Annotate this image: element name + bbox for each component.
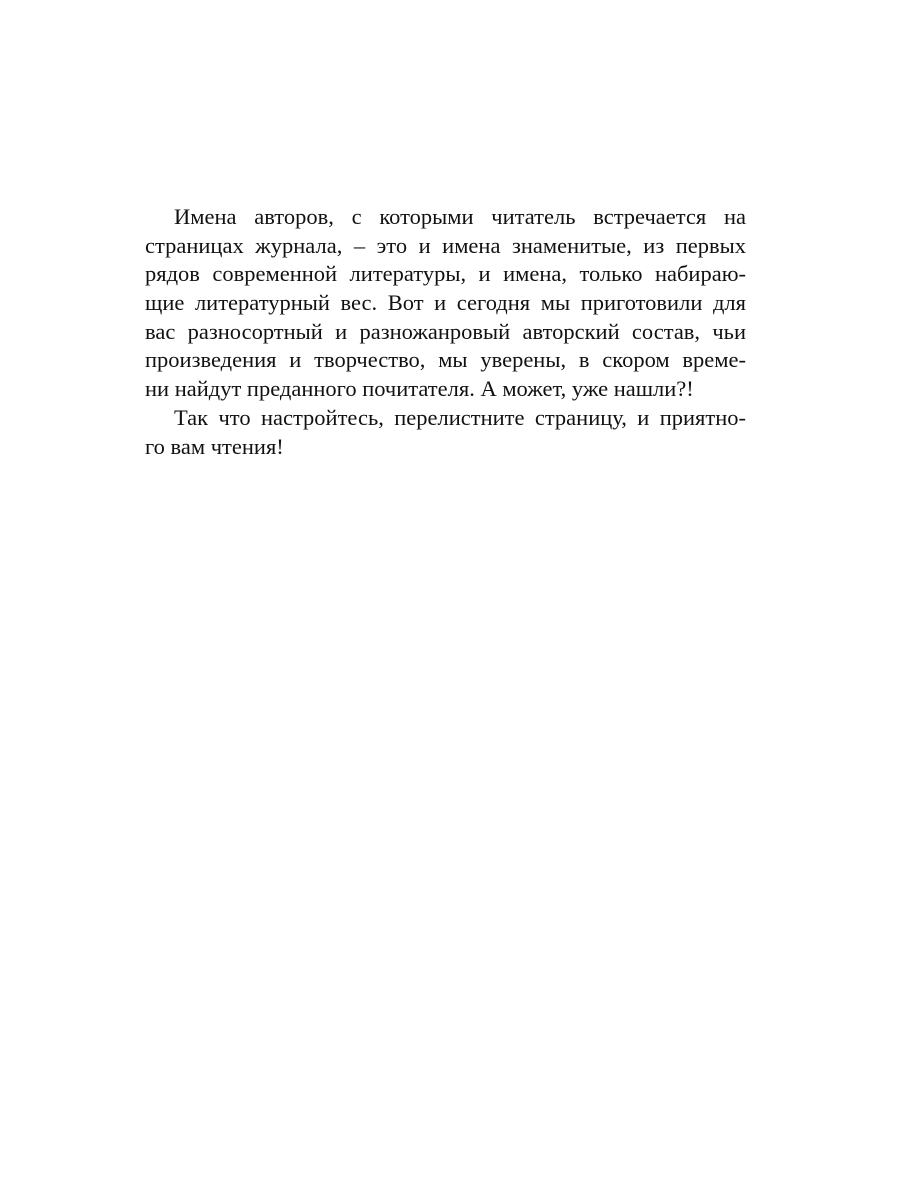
- text-line: Имена авторов, с которыми читатель встречается на: [174, 204, 746, 229]
- text-line: го вам чтения!: [145, 433, 284, 459]
- text-line: ни найдут преданного почитателя. А может, уже нашли?!: [145, 376, 694, 402]
- text-line: страницах журнала, – это и имена знаменитые, из первых: [145, 232, 746, 258]
- text-line: рядов современной литературы, и имена, только набираю-: [145, 261, 746, 287]
- text-line: щие литературный вес. Вот и сегодня мы приготовили для: [145, 290, 746, 316]
- body-text: [145, 203, 746, 461]
- text-line: вас разносортный и разножанровый авторский состав, чьи: [145, 318, 746, 344]
- text-line: произведения и творчество, мы уверены, в скором време-: [145, 347, 746, 373]
- paragraph-closing: [145, 404, 746, 461]
- paragraph-intro: [145, 203, 746, 404]
- text-line: Так что настройтесь, перелистните страницу, и приятно-: [174, 404, 746, 430]
